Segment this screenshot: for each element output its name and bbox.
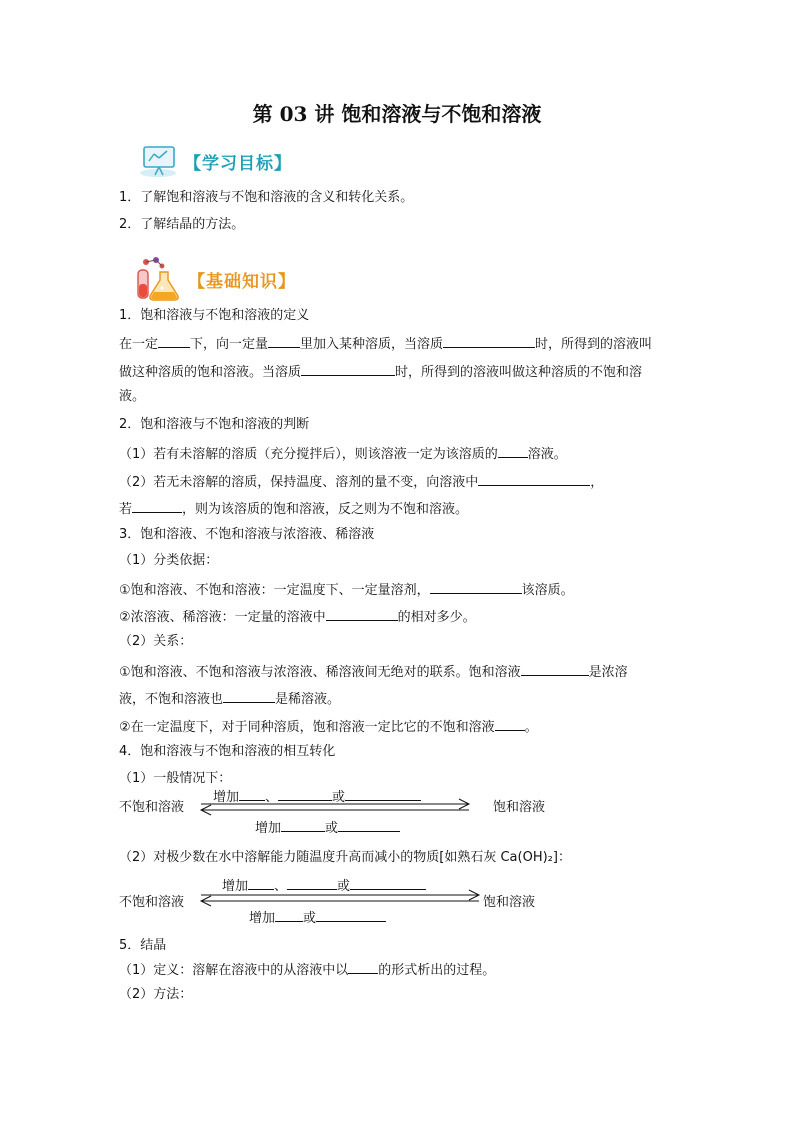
blank	[345, 786, 421, 801]
p3-heading: 3．饱和溶液、不饱和溶液与浓溶液、稀溶液	[119, 527, 375, 542]
p3-line-4: （2）关系：	[119, 634, 193, 649]
blank	[478, 471, 590, 486]
conv1-top-b: 、	[265, 790, 279, 805]
blank	[443, 333, 535, 348]
blank	[223, 688, 275, 703]
conv1-bot-b: 或	[325, 821, 339, 836]
p1-l1a: 在一定	[119, 337, 159, 352]
goal-item-1: 1．了解饱和溶液与不饱和溶液的含义和转化关系。	[119, 190, 414, 205]
blank	[348, 959, 378, 974]
conv1-right: 饱和溶液	[493, 800, 546, 815]
p4-heading: 4．饱和溶液与不饱和溶液的相互转化	[119, 744, 336, 759]
blank	[248, 875, 274, 890]
p3-line-7	[119, 716, 538, 737]
blank	[268, 333, 300, 348]
p2-l3b: ，则为该溶质的饱和溶液，反之则为不饱和溶液。	[182, 502, 469, 517]
p3-l6b: 是稀溶液。	[275, 692, 341, 707]
p2-heading: 2．饱和溶液与不饱和溶液的判断	[119, 417, 310, 432]
p2-line-2	[119, 471, 603, 492]
blank	[498, 443, 528, 458]
p1-heading: 1．饱和溶液与不饱和溶液的定义	[119, 308, 310, 323]
page-title: 第 03 讲 饱和溶液与不饱和溶液	[252, 102, 542, 126]
conversion-diagram-2	[119, 875, 679, 925]
blank	[281, 817, 325, 832]
blank	[350, 875, 426, 890]
conv1-bot-a: 增加	[255, 821, 282, 836]
p5-l1b: 的形式析出的过程。	[378, 963, 496, 978]
conv1-left: 不饱和溶液	[119, 800, 185, 815]
section-basic-knowledge-label: 【基础知识】	[188, 271, 296, 292]
section-learning-goals	[138, 143, 292, 179]
p4-sub-2: （2）对极少数在水中溶解能力随温度升高而减小的物质[如熟石灰 Ca(OH)₂]：	[119, 850, 571, 865]
flask-icon	[132, 256, 184, 302]
p4-sub-1: （1）一般情况下：	[119, 771, 232, 786]
blank	[326, 606, 398, 621]
p3-l2b: 该溶质。	[521, 583, 574, 598]
conv2-top	[222, 875, 426, 894]
conv2-left: 不饱和溶液	[119, 895, 185, 910]
blank	[278, 786, 332, 801]
p1-l2b: 时，所得到的溶液叫做这种溶质的不饱和溶	[395, 365, 643, 380]
p2-l1b: 溶液。	[527, 447, 567, 462]
blank	[521, 661, 589, 676]
blank	[316, 907, 386, 922]
blank	[495, 716, 525, 731]
section-basic-knowledge	[132, 256, 296, 302]
blank	[430, 579, 522, 594]
section-learning-goals-label: 【学习目标】	[184, 153, 292, 174]
conv2-bot-b: 或	[303, 911, 317, 926]
blank	[301, 361, 395, 376]
p3-l7b: 。	[524, 720, 538, 735]
blank	[275, 907, 303, 922]
p3-l5a: ①饱和溶液、不饱和溶液与浓溶液、稀溶液间无绝对的联系。饱和溶液	[119, 665, 521, 680]
presentation-board-icon	[138, 143, 180, 179]
p3-line-6	[119, 688, 340, 709]
p2-l2b: ，	[590, 475, 604, 490]
p3-l6a: 液，不饱和溶液也	[119, 692, 224, 707]
goal-item-2: 2．了解结晶的方法。	[119, 217, 245, 232]
conv1-top-c: 或	[332, 790, 346, 805]
blank	[287, 875, 337, 890]
p2-l1a: （1）若有未溶解的溶质（充分搅拌后），则该溶液一定为该溶质的	[119, 447, 498, 462]
p1-line-3: 液。	[119, 389, 146, 404]
p1-line-1	[119, 333, 652, 354]
conv2-top-c: 或	[337, 879, 351, 894]
p5-line-1	[119, 959, 495, 980]
p2-line-3	[119, 498, 468, 519]
p3-line-3	[119, 606, 476, 627]
blank	[239, 786, 265, 801]
p3-l7a: ②在一定温度下，对于同种溶质，饱和溶液一定比它的不饱和溶液	[119, 720, 495, 735]
conversion-diagram-1	[119, 786, 679, 836]
p3-l2a: ①饱和溶液、不饱和溶液：一定温度下、一定量溶剂，	[119, 583, 430, 598]
conv2-bot-a: 增加	[249, 911, 276, 926]
conv1-bottom	[255, 817, 400, 836]
p1-line-2	[119, 361, 642, 382]
p1-l2a: 做这种溶质的饱和溶液。当溶质	[119, 365, 302, 380]
p2-line-1	[119, 443, 567, 464]
blank	[132, 498, 182, 513]
conv2-top-a: 增加	[222, 879, 249, 894]
blank	[338, 817, 400, 832]
p3-l3b: 的相对多少。	[397, 610, 476, 625]
p2-l2a: （2）若无未溶解的溶质，保持温度、溶剂的量不变，向溶液中	[119, 475, 479, 490]
conv1-top	[213, 786, 421, 805]
p3-l3a: ②浓溶液、稀溶液：一定量的溶液中	[119, 610, 326, 625]
conv2-right: 饱和溶液	[483, 895, 536, 910]
p2-l3a: 若	[119, 502, 133, 517]
p1-l1b: 下，向一定量	[190, 337, 269, 352]
conv2-bottom	[249, 907, 386, 926]
p3-line-1: （1）分类依据：	[119, 553, 219, 568]
conv1-top-a: 增加	[213, 790, 240, 805]
p1-l1c: 里加入某种溶质，当溶质	[300, 337, 444, 352]
p3-line-5	[119, 661, 628, 682]
p1-l1d: 时，所得到的溶液叫	[535, 337, 653, 352]
p3-line-2	[119, 579, 574, 600]
blank	[158, 333, 190, 348]
conv2-top-b: 、	[274, 879, 288, 894]
p3-l5b: 是浓溶	[588, 665, 628, 680]
p5-l1a: （1）定义：溶解在溶液中的从溶液中以	[119, 963, 349, 978]
p5-line-2: （2）方法：	[119, 987, 193, 1002]
p5-heading: 5．结晶	[119, 938, 167, 953]
